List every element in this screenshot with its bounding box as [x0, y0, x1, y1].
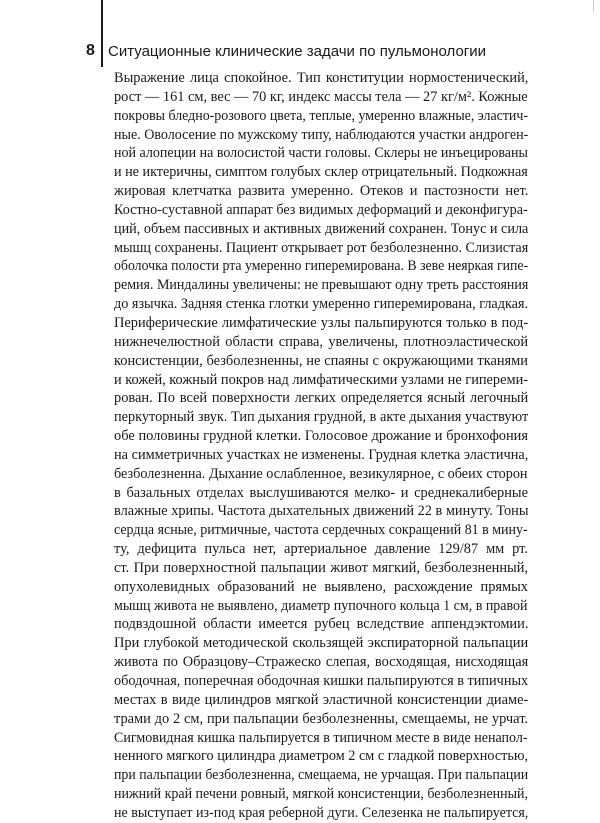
text-line: обе половины грудной клетки. Голосовое дрожание и бронхофония: [114, 428, 528, 445]
text-line: покровы бледно-розового цвета, теплые, умеренно влажные, эластич-: [114, 107, 529, 124]
text-line: Выражение лица спокойное. Тип конституции нормостенический,: [114, 70, 529, 86]
text-line: не выступает из-под края реберной дуги. Селезенка не пальпируется,: [114, 804, 529, 821]
running-header: [86, 40, 486, 62]
text-line: При глубокой методической скользящей экспираторной пальпации: [114, 635, 529, 652]
crop-mark: [593, 0, 594, 12]
text-line: и не иктеричны, симптом голубых склер отрицательный. Подкожная: [114, 164, 528, 181]
text-line: ту, дефицита пульса нет, артериальное давление 129/87 мм рт.: [114, 541, 528, 558]
text-line: и кожей, кожный покров над лимфатическими узлами не гипереми-: [114, 371, 529, 388]
text-line: мышц сохранены. Пациент открывает рот безболезненно. Слизистая: [114, 239, 529, 256]
text-line: безболезненна. Дыхание ослабленное, везикулярное, с обеих сторон: [114, 465, 528, 482]
text-line: до язычка. Задняя стенка глотки умеренно гиперемирована, гладкая.: [114, 296, 529, 313]
text-line: живота по Образцову–Стражеско слепая, восходящая, нисходящая: [114, 654, 529, 671]
text-line: Костно-суставной аппарат без видимых деформаций и деконфигура-: [114, 201, 528, 218]
text-line: жировая клетчатка развита умеренно. Отеков и пастозности нет.: [114, 183, 529, 200]
text-line: ремия. Миндалины увеличены: не превышают одну треть расстояния: [114, 277, 529, 294]
text-line: мышц живота не выявлено, диаметр пупочного кольца 1 см, в правой: [114, 597, 528, 614]
text-line: в базальных отделах выслушиваются мелко- и среднекалиберные: [114, 484, 528, 501]
text-line: перкуторный звук. Тип дыхания грудной, в акте дыхания участвуют: [114, 409, 529, 426]
text-line: ные. Оволосение по мужскому типу, наблюдаются участки андроген-: [114, 126, 529, 143]
text-line: трами до 2 см, при пальпации безболезненны, смещаемы, не урчат.: [114, 710, 528, 727]
text-line: опухолевидных образований не выявлено, расхождение прямых: [114, 578, 528, 595]
text-line: ций, объем пассивных и активных движений сохранен. Тонус и сила: [114, 220, 529, 237]
text-line: рован. По всей поверхности легких определяется ясный легочный: [114, 390, 529, 407]
text-line: ненного мягкого цилиндра диаметром 2 см с гладкой поверхностью,: [114, 748, 529, 765]
header-title: Ситуационные клинические задачи по пульмонологии: [108, 42, 487, 60]
text-line: при пальпации безболезненна, смещаема, не урчащая. При пальпации: [114, 767, 529, 784]
text-line: рост — 161 см, вес — 70 кг, индекс массы тела — 27 кг/м². Кожные: [114, 88, 528, 105]
text-line: ст. При поверхностной пальпации живот мягкий, безболезненный,: [114, 559, 528, 576]
text-line: ободочная, поперечная ободочная кишки пальпируются в типичных: [114, 673, 529, 689]
text-line: влажные хрипы. Частота дыхательных движений 22 в минуту. Тоны: [114, 503, 529, 520]
text-line: консистенции, безболезненны, не спаяны с окружающими тканями: [114, 352, 528, 369]
text-line: нижнечелюстной области справа, увеличены, плотноэластической: [114, 333, 529, 350]
text-line: Сигмовидная кишка пальпируется в типичном месте в виде ненапол-: [114, 729, 528, 746]
text-line: ной алопеции на волосистой части головы. Склеры не инъецированы: [114, 145, 528, 162]
text-line: на симметричных участках не изменены. Грудная клетка эластична,: [114, 446, 529, 463]
text-line: местах в виде цилиндров мягкой эластичной консистенции диаме-: [114, 691, 529, 708]
text-line: подвздошной области имеется рубец вследствие аппендэктомии.: [114, 616, 529, 633]
page-number: 8: [86, 42, 95, 59]
text-line: сердца ясные, ритмичные, частота сердечных сокращений 81 в мину-: [114, 522, 528, 539]
text-line: Периферические лимфатические узлы пальпируются только в под-: [114, 314, 529, 331]
text-line: оболочка полости рта умеренно гиперемирована. В зеве неяркая гипе-: [114, 258, 529, 275]
text-line: нижний край печени ровный, мягкой консистенции, безболезненный,: [114, 786, 529, 803]
body-paragraph: [114, 69, 528, 823]
